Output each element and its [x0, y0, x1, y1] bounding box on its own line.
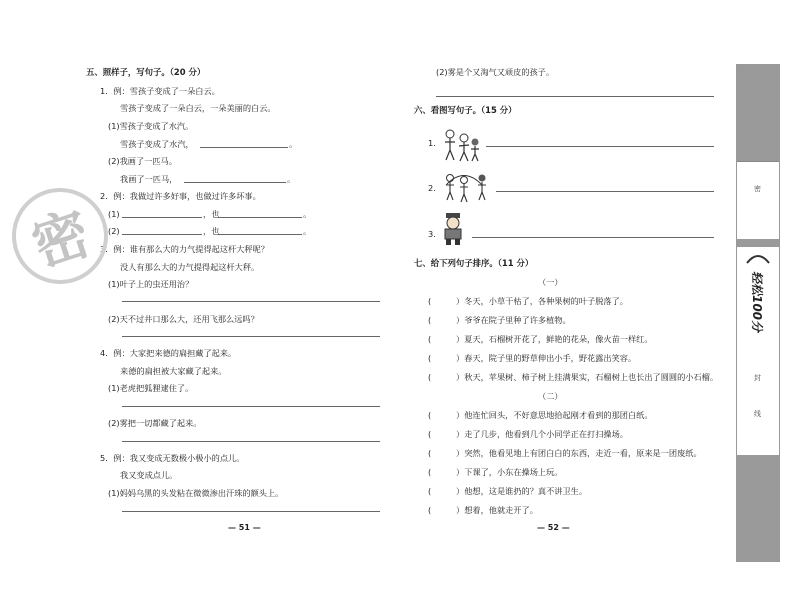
group2-sentence: ）下课了，小东在操场上玩。 — [456, 467, 563, 477]
q1-p2: (2)我画了一匹马。 — [108, 156, 177, 166]
q2-p2-blank-a[interactable] — [122, 234, 202, 235]
side-band-top — [737, 65, 779, 161]
q3-p2-line[interactable] — [122, 336, 380, 337]
q2-example: 2．例：我做过许多好事，也做过许多坏事。 — [100, 191, 261, 201]
side-band — [736, 64, 780, 562]
band-char-xian: 线 — [754, 410, 761, 418]
side-band-logo-text: 轻松100分 — [750, 270, 765, 332]
group2-sentence: ）突然，他看见地上有团白白的东西，走近一看，原来是一团废纸。 — [456, 448, 702, 458]
group1-sentence: ）夏天，石榴树开花了，鲜艳的花朵，像火苗一样红。 — [456, 334, 653, 344]
side-band-mid — [737, 161, 779, 241]
pic-item-1-number: 1. — [428, 138, 436, 148]
q4-p1-line[interactable] — [122, 406, 380, 407]
q3-p1-line[interactable] — [122, 301, 380, 302]
q4-p2-line[interactable] — [122, 441, 380, 442]
q4-example: 4．例：大家把来德的扁担藏了起来。 — [100, 348, 237, 358]
kids-playing-picture — [442, 128, 482, 164]
q2-p1-blank-b[interactable] — [218, 217, 302, 218]
q2-p2-blank-b[interactable] — [218, 234, 302, 235]
q3-example-answer: 没人有那么大的力气提得起这杆大秤。 — [120, 262, 260, 272]
group2-title: （二） — [538, 391, 563, 401]
q5-example: 5．例：我又变成无数极小极小的点儿。 — [100, 453, 245, 463]
q4-example-answer: 来德的扁担被大家藏了起来。 — [120, 366, 227, 376]
group1-sentence: ）春天，院子里的野草伸出小手，野花露出笑容。 — [456, 353, 637, 363]
boy-with-cap-picture — [440, 212, 466, 246]
q2-p1-blank-a[interactable] — [122, 217, 202, 218]
side-band-logo — [741, 261, 775, 341]
band-char-feng: 封 — [754, 374, 761, 382]
jump-rope-picture — [440, 170, 490, 204]
q3-p2: (2)天不过井口那么大，还用飞那么远吗？ — [108, 314, 259, 324]
group1-sentence: ）冬天，小草干枯了，各种果树的叶子脱落了。 — [456, 296, 628, 306]
q5-example-answer: 我又变成点儿。 — [120, 470, 178, 480]
q3-p1: (1)叶子上的虫还用治？ — [108, 279, 194, 289]
group1-title: （一） — [538, 277, 563, 287]
pic-item-3-line[interactable] — [472, 237, 714, 238]
q1-p2-answer: 我画了一匹马， — [120, 174, 178, 184]
side-band-bottom — [737, 455, 779, 561]
q5-p1: (1)妈妈乌黑的头发粘在微微渗出汗珠的额头上。 — [108, 488, 284, 498]
pic-item-2-line[interactable] — [496, 191, 714, 192]
page-number-left: — 51 — — [228, 523, 261, 532]
q4-p1: (1)老虎把狐狸逮住了。 — [108, 383, 194, 393]
seal-stamp-char: 密 — [24, 199, 99, 280]
pic-item-2-number: 2. — [428, 183, 436, 193]
pic-item-3-number: 3. — [428, 229, 436, 239]
group2-sentence: ）想着，他就走开了。 — [456, 505, 538, 515]
q1-p1-answer: 雪孩子变成了水汽， — [120, 139, 194, 149]
top-item-line[interactable] — [436, 96, 714, 97]
section5-q4-p2-continued: (2)雾是个又淘气又顽皮的孩子。 — [436, 67, 555, 77]
q3-example: 3．例：谁有那么大的力气提得起这杆大秤呢？ — [100, 244, 269, 254]
q1-p1: (1)雪孩子变成了水汽。 — [108, 121, 194, 131]
q5-p1-line[interactable] — [122, 511, 380, 512]
group2-sentence: ）他想，这是谁扔的？真不讲卫生。 — [456, 486, 588, 496]
pic-item-1-line[interactable] — [486, 146, 714, 147]
q4-p2: (2)雾把一切都藏了起来。 — [108, 418, 202, 428]
group2-sentence: ）走了几步，他看到几个小同学正在打扫操场。 — [456, 429, 628, 439]
seal-stamp — [12, 188, 108, 284]
page-number-right: — 52 — — [537, 523, 570, 532]
q1-example: 1．例：雪孩子变成了一朵白云。 — [100, 86, 220, 96]
q1-p2-blank[interactable] — [184, 182, 286, 183]
section5-title: 五、照样子，写句子。（20 分） — [86, 67, 206, 77]
group2-sentence: ）他连忙回头，不好意思地拾起刚才看到的那团白纸。 — [456, 410, 653, 420]
group1-sentence: ）爷爷在院子里种了许多植物。 — [456, 315, 571, 325]
group1-sentence: ）秋天，苹果树、柿子树上挂满果实，石榴树上也长出了圆圆的小石榴。 — [456, 372, 719, 382]
section6-title: 六、看图写句子。（15 分） — [414, 105, 517, 115]
q1-p1-blank[interactable] — [200, 147, 288, 148]
q1-example-answer: 雪孩子变成了一朵白云，一朵美丽的白云。 — [120, 103, 276, 113]
band-char-mi: 密 — [754, 185, 761, 193]
section7-title: 七、给下列句子排序。（11 分） — [414, 258, 534, 268]
